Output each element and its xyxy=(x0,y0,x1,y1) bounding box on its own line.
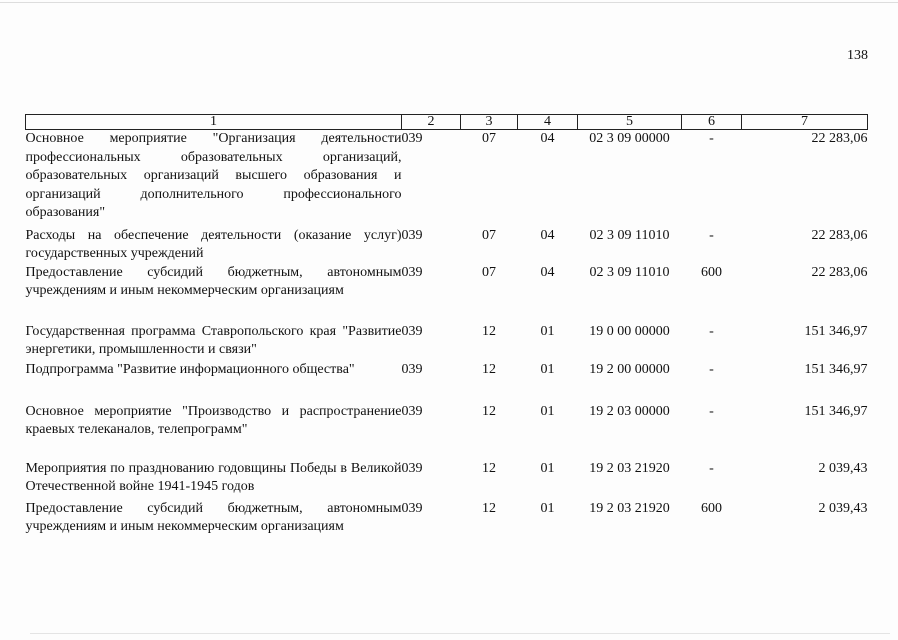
table-row xyxy=(26,403,868,460)
row-name: Основное мероприятие "Организация деятельности профессиональных образовательных организаций, образовательных организаций высшего образования и организаций дополнительного профессионального образования" xyxy=(25,131,402,220)
header-col-1: 1 xyxy=(26,115,402,130)
row-subsection: 01 xyxy=(540,500,555,516)
row-type: - xyxy=(709,131,714,146)
row-ministry: 039 xyxy=(401,131,423,146)
table-row xyxy=(26,323,868,361)
header-col-5: 5 xyxy=(578,115,682,130)
row-type: 600 xyxy=(701,500,722,516)
table-row xyxy=(26,500,868,538)
row-amount: 2 039,43 xyxy=(818,500,868,516)
row-section: 07 xyxy=(482,131,496,146)
table-header-row xyxy=(26,115,868,130)
scan-edge-bottom xyxy=(30,633,890,634)
row-amount: 22 283,06 xyxy=(811,264,868,280)
row-subsection: 04 xyxy=(540,264,555,280)
row-section: 12 xyxy=(482,460,496,476)
table-row xyxy=(26,361,868,403)
row-target: 02 3 09 11010 xyxy=(589,264,670,280)
row-amount: 151 346,97 xyxy=(804,361,868,377)
table-row xyxy=(26,130,868,227)
row-amount: 151 346,97 xyxy=(804,323,868,339)
row-amount: 22 283,06 xyxy=(811,131,868,146)
row-name: Предоставление субсидий бюджетным, автономным учреждениям и иным некоммерческим организациям xyxy=(25,264,402,298)
table-row xyxy=(26,227,868,264)
row-name: Государственная программа Ставропольского края "Развитие энергетики, промышленности и связи" xyxy=(25,323,402,357)
row-subsection: 04 xyxy=(540,227,555,243)
header-col-3: 3 xyxy=(461,115,518,130)
row-amount: 151 346,97 xyxy=(804,403,868,419)
row-subsection: 01 xyxy=(540,403,555,419)
row-section: 12 xyxy=(482,361,496,377)
header-col-2: 2 xyxy=(402,115,461,130)
header-col-7: 7 xyxy=(742,115,868,130)
row-section: 12 xyxy=(482,403,496,419)
budget-table xyxy=(25,114,868,538)
row-subsection: 04 xyxy=(540,131,555,146)
scan-edge-top xyxy=(0,2,898,3)
row-name: Мероприятия по празднованию годовщины Победы в Великой Отечественной войне 1941-1945 годов xyxy=(25,460,402,494)
row-ministry: 039 xyxy=(401,323,423,339)
row-type: - xyxy=(709,323,714,339)
table-row xyxy=(26,460,868,500)
row-ministry: 039 xyxy=(401,460,423,476)
row-amount: 22 283,06 xyxy=(811,227,868,243)
row-section: 07 xyxy=(482,264,496,280)
row-section: 12 xyxy=(482,500,496,516)
row-target: 19 2 00 00000 xyxy=(589,361,670,377)
row-type: 600 xyxy=(701,264,722,280)
row-target: 19 2 03 21920 xyxy=(589,460,670,476)
table-row xyxy=(26,264,868,323)
row-type: - xyxy=(709,227,714,243)
row-type: - xyxy=(709,460,714,476)
row-subsection: 01 xyxy=(540,361,555,377)
row-target: 19 2 03 00000 xyxy=(589,403,670,419)
row-ministry: 039 xyxy=(401,361,423,377)
header-col-6: 6 xyxy=(682,115,742,130)
row-type: - xyxy=(709,403,714,419)
row-ministry: 039 xyxy=(401,227,423,243)
row-section: 12 xyxy=(482,323,496,339)
row-name: Расходы на обеспечение деятельности (оказание услуг) государственных учреждений xyxy=(25,227,402,261)
row-subsection: 01 xyxy=(540,323,555,339)
row-target: 19 2 03 21920 xyxy=(589,500,670,516)
row-subsection: 01 xyxy=(540,460,555,476)
page-number: 138 xyxy=(847,48,868,63)
row-ministry: 039 xyxy=(401,500,423,516)
header-col-4: 4 xyxy=(518,115,578,130)
row-name: Основное мероприятие "Производство и распространение краевых телеканалов, телепрограмм" xyxy=(25,403,402,437)
row-section: 07 xyxy=(482,227,496,243)
row-target: 19 0 00 00000 xyxy=(589,323,670,339)
row-name: Предоставление субсидий бюджетным, автономным учреждениям и иным некоммерческим организациям xyxy=(25,500,402,534)
row-amount: 2 039,43 xyxy=(818,460,868,476)
row-name: Подпрограмма "Развитие информационного общества" xyxy=(25,361,355,377)
row-type: - xyxy=(709,361,714,377)
row-ministry: 039 xyxy=(401,403,423,419)
row-ministry: 039 xyxy=(401,264,423,280)
row-target: 02 3 09 00000 xyxy=(589,131,670,146)
row-target: 02 3 09 11010 xyxy=(589,227,670,243)
